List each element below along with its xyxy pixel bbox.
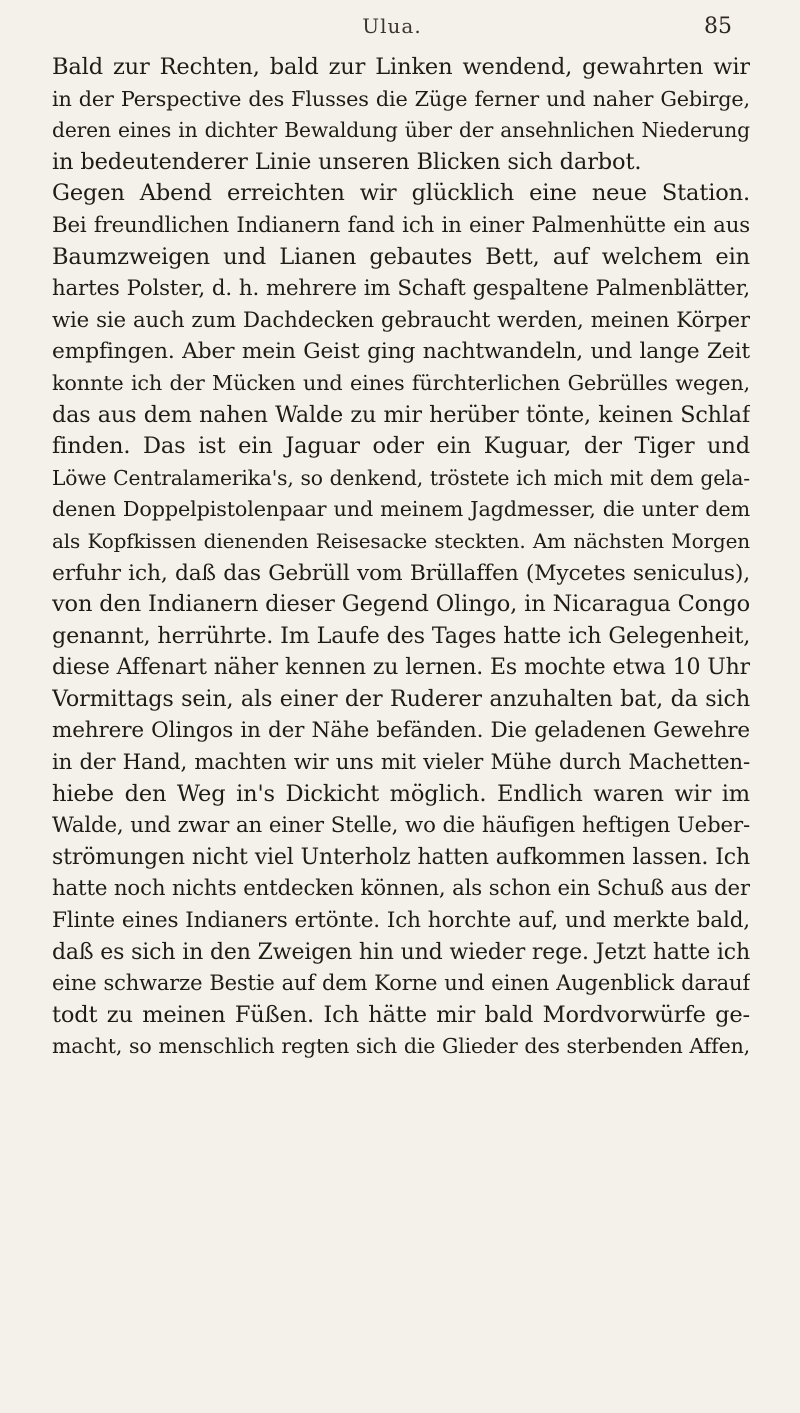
text-line: Gegen Abend erreichten wir glücklich eine neue Station. (52, 180, 750, 207)
text-line: konnte ich der Mücken und eines fürchterlichen Gebrülles wegen, (52, 370, 750, 395)
text-line: als Kopfkissen dienenden Reisesacke steckten. Am nächsten Morgen (52, 528, 750, 553)
text-line: empfingen. Aber mein Geist ging nachtwandeln, und lange Zeit (52, 339, 750, 365)
text-line: Baumzweigen und Lianen gebautes Bett, auf welchem ein (52, 243, 750, 270)
page-number: 85 (704, 14, 732, 39)
text-line: daß es sich in den Zweigen hin und wieder rege. Jetzt hatte ich (52, 939, 750, 965)
text-line: hiebe den Weg in's Dickicht möglich. Endlich waren wir im (52, 780, 750, 807)
text-line: Bei freundlichen Indianern fand ich in einer Palmenhütte ein aus (52, 212, 750, 238)
text-line: genannt, herrührte. Im Laufe des Tages hatte ich Gelegenheit, (52, 622, 750, 649)
text-line: deren eines in dichter Bewaldung über der ansehnlichen Niederung (52, 118, 750, 143)
body-text (52, 52, 750, 1063)
text-line: Vormittags sein, als einer der Ruderer anzuhalten bat, da sich (52, 685, 750, 712)
page-header (52, 14, 732, 44)
text-line: denen Doppelpistolenpaar und meinem Jagdmesser, die unter dem (52, 497, 750, 522)
text-line: finden. Das ist ein Jaguar oder ein Kuguar, der Tiger und (52, 433, 750, 460)
text-line: in bedeutenderer Linie unseren Blicken sich darbot. (52, 148, 642, 175)
running-head: Ulua. (362, 14, 422, 38)
text-line: Walde, und zwar an einer Stelle, wo die häufigen heftigen Ueber- (52, 813, 750, 839)
text-line: wie sie auch zum Dachdecken gebraucht werden, meinen Körper (52, 307, 750, 333)
text-line: von den Indianern dieser Gegend Olingo, in Nicaragua Congo (52, 591, 750, 618)
text-line: hartes Polster, d. h. mehrere im Schaft gespaltene Palmenblätter, (52, 276, 750, 302)
text-line: strömungen nicht viel Unterholz hatten aufkommen lassen. Ich (52, 844, 750, 870)
text-line: todt zu meinen Füßen. Ich hätte mir bald Mordvorwürfe ge- (52, 1001, 750, 1028)
text-line: Flinte eines Indianers ertönte. Ich horchte auf, und merkte bald, (52, 908, 750, 934)
text-line: erfuhr ich, daß das Gebrüll vom Brüllaffen (Mycetes seniculus), (52, 560, 750, 586)
text-line: hatte noch nichts entdecken können, als schon ein Schuß aus der (52, 876, 750, 902)
text-line: macht, so menschlich regten sich die Glieder des sterbenden Affen, (52, 1034, 750, 1059)
text-line: das aus dem nahen Walde zu mir herüber tönte, keinen Schlaf (52, 401, 750, 428)
text-line: diese Affenart näher kennen zu lernen. Es mochte etwa 10 Uhr (52, 655, 750, 681)
text-line: mehrere Olingos in der Nähe befänden. Die geladenen Gewehre (52, 718, 750, 744)
text-line: in der Hand, machten wir uns mit vieler Mühe durch Machetten- (52, 750, 750, 776)
text-line: Löwe Centralamerika's, so denkend, tröstete ich mich mit dem gela- (52, 465, 750, 490)
text-line: eine schwarze Bestie auf dem Korne und einen Augenblick darauf (52, 971, 750, 996)
text-line: in der Perspective des Flusses die Züge ferner und naher Gebirge, (52, 86, 750, 111)
text-line: Bald zur Rechten, bald zur Linken wendend, gewahrten wir (52, 54, 750, 80)
